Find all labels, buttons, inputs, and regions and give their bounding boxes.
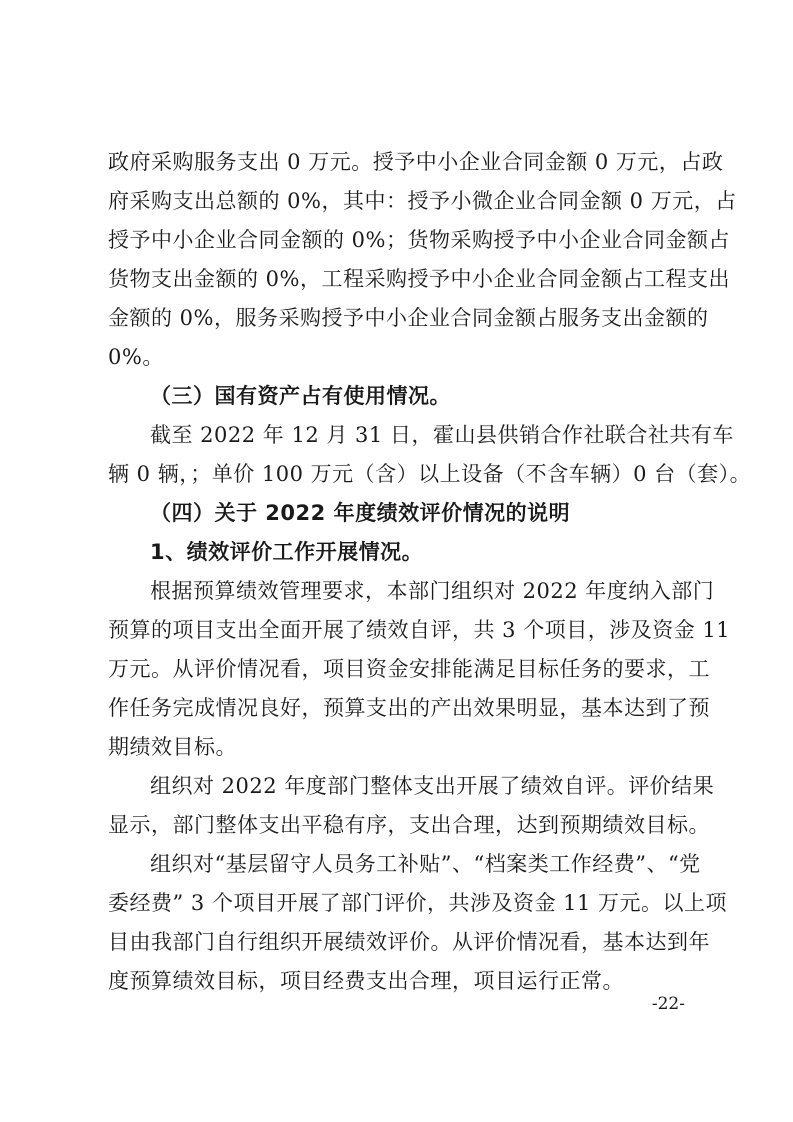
- subsection-heading: 1、绩效评价工作开展情况。: [150, 540, 424, 564]
- body-text-line: 作任务完成情况良好，预算支出的产出效果明显，基本达到了预: [108, 696, 710, 720]
- body-text-line: 显示，部门整体支出平稳有序，支出合理，达到预期绩效目标。: [108, 813, 710, 837]
- body-text-line: 万元。从评价情况看，项目资金安排能满足目标任务的要求，工: [108, 657, 710, 681]
- page-number: -22-: [651, 994, 685, 1014]
- body-text-line: 预算的项目支出全面开展了绩效自评，共 3 个项目，涉及资金 11: [108, 618, 731, 642]
- body-text-line: 期绩效目标。: [108, 735, 237, 759]
- body-text-line: 组织对 2022 年度部门整体支出开展了绩效自评。评价结果: [150, 774, 715, 798]
- body-text-line: 政府采购服务支出 0 万元。授予中小企业合同金额 0 万元，占政: [108, 150, 724, 174]
- body-text-line: 委经费” 3 个项目开展了部门评价，共涉及资金 11 万元。以上项: [108, 891, 728, 915]
- body-text-line: 根据预算绩效管理要求，本部门组织对 2022 年度纳入部门: [150, 579, 715, 603]
- body-text-line: 组织对“基层留守人员务工补贴”、“档案类工作经费”、“党: [150, 852, 701, 876]
- body-text-line: 辆 0 辆，；单价 100 万元（含）以上设备（不含车辆）0 台（套）。: [108, 462, 752, 486]
- section-heading: （四）关于 2022 年度绩效评价情况的说明: [150, 501, 571, 525]
- body-text-line: 授予中小企业合同金额的 0%；货物采购授予中小企业合同金额占: [108, 228, 730, 252]
- body-text-line: 截至 2022 年 12 月 31 日，霍山县供销合作社联合社共有车: [150, 423, 734, 447]
- body-text-line: 目由我部门自行组织开展绩效评价。从评价情况看，基本达到年: [108, 930, 710, 954]
- section-heading: （三）国有资产占有使用情况。: [150, 384, 451, 408]
- body-text-line: 府采购支出总额的 0%，其中：授予小微企业合同金额 0 万元，占: [108, 189, 737, 213]
- body-text-line: 金额的 0%，服务采购授予中小企业合同金额占服务支出金额的: [108, 306, 709, 330]
- body-text-line: 度预算绩效目标，项目经费支出合理，项目运行正常。: [108, 969, 624, 993]
- body-text-line: 货物支出金额的 0%，工程采购授予中小企业合同金额占工程支出: [108, 267, 730, 291]
- body-text-line: 0%。: [108, 345, 164, 369]
